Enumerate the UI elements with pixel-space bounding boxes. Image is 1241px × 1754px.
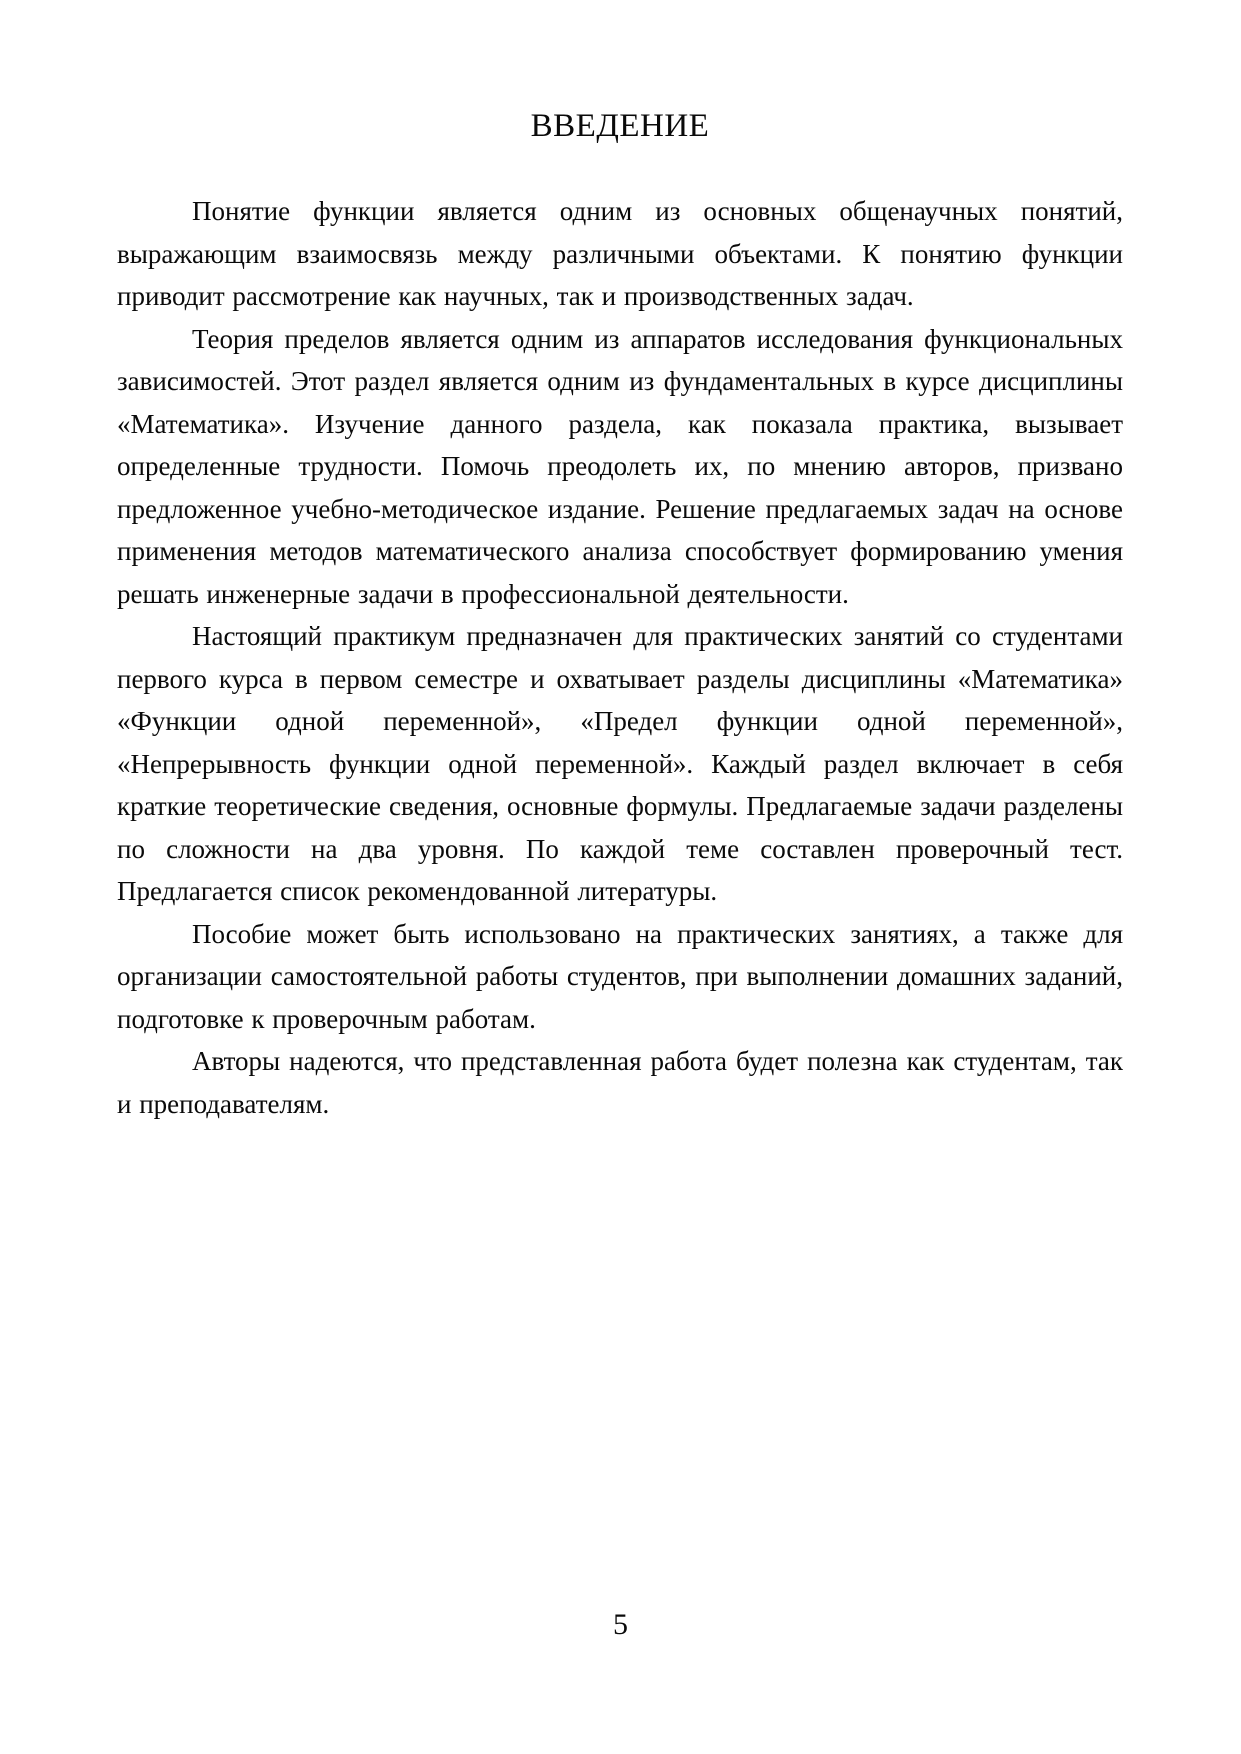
paragraph-2: Теория пределов является одним из аппаратов исследования функциональных зависимостей. Этот раздел является одним из фундаментальных в курсе дисциплины «Математика». Изучение данного раздела, как показала практика, вызывает определенные трудности. Помочь преодолеть их, по мнению авторов, призвано предложенное учебно-методическое издание. Решение предлагаемых задач на основе применения методов математического анализа способствует формированию умения решать инженерные задачи в профессиональной деятельности.	[117, 323, 1123, 609]
paragraph-3: Настоящий практикум предназначен для практических занятий со студентами первого курса в первом семестре и охватывает разделы дисциплины «Математика» «Функции одной переменной», «Предел функции одной переменной», «Непрерывность функции одной переменной». Каждый раздел включает в себя краткие теоретические сведения, основные формулы. Предлагаемые задачи разделены по сложности на два уровня. По каждой теме составлен проверочный тест. Предлагается список рекомендованной литературы.	[117, 621, 1123, 906]
page-content	[117, 106, 1123, 1125]
paragraph-5: Авторы надеются, что представленная работа будет полезна как студентам, так и преподавателям.	[117, 1046, 1123, 1119]
page-title: ВВЕДЕНИЕ	[530, 108, 710, 144]
page-number: 5	[613, 1608, 628, 1641]
paragraph-4: Пособие может быть использовано на практических занятиях, а также для организации самостоятельной работы студентов, при выполнении домашних заданий, подготовке к проверочным работам.	[117, 918, 1123, 1034]
paragraph-1: Понятие функции является одним из основных общенаучных понятий, выражающим взаимосвязь между различными объектами. К понятию функции приводит рассмотрение как научных, так и производственных задач.	[117, 196, 1123, 311]
